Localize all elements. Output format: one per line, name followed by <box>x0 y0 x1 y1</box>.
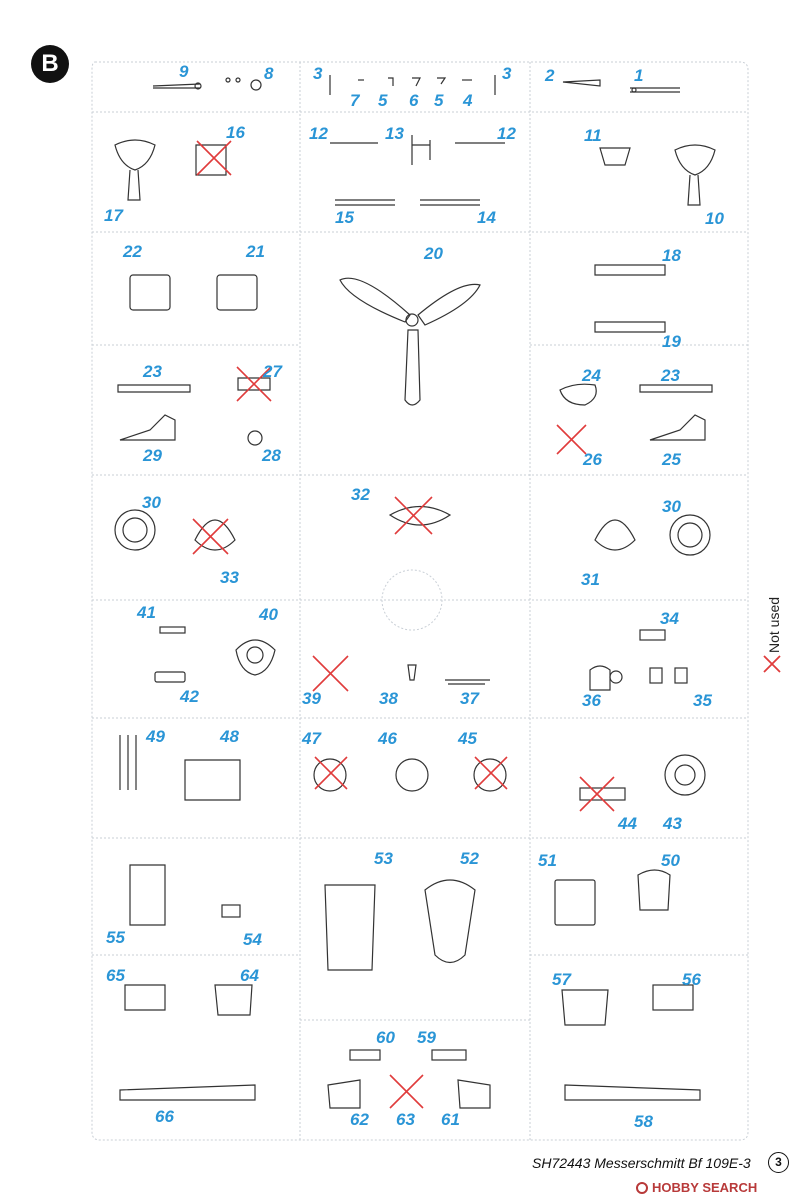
part-number-47: 47 <box>302 729 321 748</box>
part-number-35: 35 <box>693 691 712 710</box>
part-number-16: 16 <box>226 123 245 142</box>
part-outlines <box>115 75 715 1108</box>
part-number-4: 4 <box>463 91 473 110</box>
part-number-45: 45 <box>458 729 477 748</box>
part-number-6: 6 <box>409 91 419 110</box>
part-number-8: 8 <box>264 64 274 83</box>
part-number-56: 56 <box>682 970 701 989</box>
not-used-crosses <box>193 141 614 1108</box>
part-number-10: 10 <box>705 209 724 228</box>
part-number-65: 65 <box>106 966 125 985</box>
part-number-34: 34 <box>660 609 679 628</box>
part-number-26: 26 <box>583 450 602 469</box>
part-number-2: 2 <box>545 66 555 85</box>
part-number-14: 14 <box>477 208 496 227</box>
part-number-12: 12 <box>309 124 328 143</box>
part-number-43: 43 <box>663 814 682 833</box>
part-number-13: 13 <box>385 124 404 143</box>
part-number-22: 22 <box>123 242 142 261</box>
part-number-41: 41 <box>137 603 156 622</box>
part-number-39: 39 <box>302 689 321 708</box>
part-number-44: 44 <box>618 814 637 833</box>
part-number-64: 64 <box>240 966 259 985</box>
part-number-32: 32 <box>351 485 370 504</box>
part-number-5: 5 <box>378 91 388 110</box>
part-number-17: 17 <box>104 206 123 225</box>
part-number-7: 7 <box>350 91 360 110</box>
part-number-36: 36 <box>582 691 601 710</box>
part-number-51: 51 <box>538 851 557 870</box>
sprue-frame <box>92 62 748 1140</box>
watermark-text: HOBBY SEARCH <box>652 1180 758 1195</box>
part-number-37: 37 <box>460 689 479 708</box>
part-number-9: 9 <box>179 62 189 81</box>
part-number-60: 60 <box>376 1028 395 1047</box>
part-number-21: 21 <box>246 242 265 261</box>
part-number-46: 46 <box>378 729 397 748</box>
part-number-62: 62 <box>350 1110 369 1129</box>
part-number-24: 24 <box>582 366 601 385</box>
part-number-29: 29 <box>143 446 162 465</box>
part-number-18: 18 <box>662 246 681 265</box>
part-number-49: 49 <box>146 727 165 746</box>
part-number-33: 33 <box>220 568 239 587</box>
part-number-38: 38 <box>379 689 398 708</box>
watermark <box>636 1180 757 1195</box>
part-number-42: 42 <box>180 687 199 706</box>
part-number-40: 40 <box>259 605 278 624</box>
kit-title: SH72443 Messerschmitt Bf 109E-3 <box>532 1155 751 1171</box>
part-number-11: 11 <box>584 126 602 145</box>
part-number-57: 57 <box>552 970 571 989</box>
part-number-23: 23 <box>143 362 162 381</box>
part-number-66: 66 <box>155 1107 174 1126</box>
part-number-52: 52 <box>460 849 479 868</box>
part-number-3: 3 <box>502 64 512 83</box>
part-number-23: 23 <box>661 366 680 385</box>
part-number-27: 27 <box>263 362 282 381</box>
part-number-12: 12 <box>497 124 516 143</box>
part-number-30: 30 <box>142 493 161 512</box>
part-number-54: 54 <box>243 930 262 949</box>
not-used-legend <box>754 585 794 665</box>
part-number-19: 19 <box>662 332 681 351</box>
part-number-30: 30 <box>662 497 681 516</box>
part-number-25: 25 <box>662 450 681 469</box>
part-number-58: 58 <box>634 1112 653 1131</box>
part-number-28: 28 <box>262 446 281 465</box>
part-number-59: 59 <box>417 1028 436 1047</box>
watermark-logo-icon <box>636 1182 648 1194</box>
part-number-61: 61 <box>441 1110 460 1129</box>
part-number-55: 55 <box>106 928 125 947</box>
page-number: 3 <box>768 1152 789 1173</box>
sprue-letter-badge: B <box>31 45 69 83</box>
not-used-cross-icon <box>762 654 782 674</box>
part-number-15: 15 <box>335 208 354 227</box>
part-number-31: 31 <box>581 570 600 589</box>
part-number-3: 3 <box>313 64 323 83</box>
part-number-53: 53 <box>374 849 393 868</box>
part-number-5: 5 <box>434 91 444 110</box>
part-number-63: 63 <box>396 1110 415 1129</box>
not-used-label: Not used <box>766 596 782 654</box>
part-number-1: 1 <box>634 66 644 85</box>
part-number-20: 20 <box>424 244 443 263</box>
part-number-50: 50 <box>661 851 680 870</box>
part-number-48: 48 <box>220 727 239 746</box>
